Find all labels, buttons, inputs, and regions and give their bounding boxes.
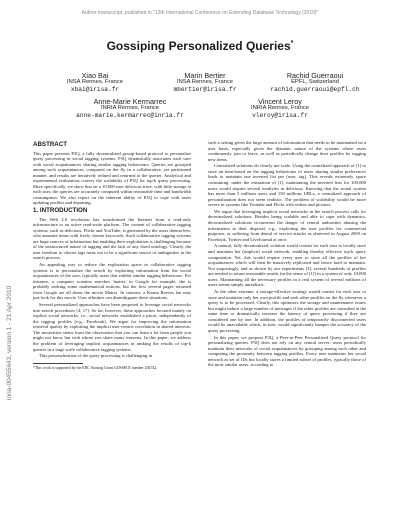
author-block: [40, 72, 150, 93]
abstract-heading: ABSTRACT: [33, 141, 68, 148]
paper-title-text: Gossiping Personalized Queries: [106, 39, 291, 53]
body-paragraph: Centralized solutions do clearly not scale. Using the centralized approach of [1] to store an item-based on the tagging behaviours of users sharing similar preferences leads to maintain one inverted list per (user, tag). This reveals extremely space consuming: under the estimation of [1], maintaining the inverted lists for 100,000 users would require several terabytes in delicious. Knowing that the actual system has more than 5 millions users and 150 millions URLs, a centralized approach of personalization does not seem realistic. The problem of scalability would be more severe in systems like Youtube and Flickr with videos and pictures.: [208, 163, 366, 208]
author-name: Rachid Guerraoui: [286, 71, 344, 80]
left-column: [33, 140, 191, 370]
author-affiliation: INSA Rennes, France: [176, 79, 234, 85]
body-paragraph: We argue that leveraging implicit social networks in the search process calls for decentralized solutions. Besides being scalable and able to cope with dynamics, decentralized solutions circumvent the danger of central authorities abusing the information at their disposal, e.g., exploiting the user profiles for commercial purposes, or suffering from denial of service attacks as observed in August 2009 on Facebook, Twitter and LiveJournal at once.: [208, 208, 366, 242]
author-affiliation: EPFL, Switzerland: [291, 79, 339, 85]
author-name: Vincent Leroy: [258, 97, 302, 106]
footnote: *This work is supported by the ERC Starting Grant GOSSPLE number 204742.: [33, 365, 158, 370]
paper-title: [0, 39, 400, 53]
author-affiliation: INSA Rennes, France: [66, 79, 124, 85]
body-paragraph: This personalization of the query processing is challenging in: [39, 353, 153, 359]
author-email[interactable]: xbai@irisa.fr: [70, 86, 120, 93]
archive-identifier-sidebar: [6, 200, 20, 400]
author-block: [75, 98, 185, 119]
author-email[interactable]: anne-marie.kermarrec@inria.fr: [76, 112, 184, 119]
title-footnote-mark: *: [290, 40, 294, 47]
body-paragraph: The Web 2.0 revolution has transformed the Internet from a read-only infrastructure to an active read-write platform. The content of collaborative tagging systems, such as delicious, Flickr and YouTube, is generated by the users themselves, who annotate items with freely chosen keywords. Such collaborative tagging systems are huge sources of information but enabling their exploitation is challenging because of the unstructured nature of tagging and the lack of any fixed ontology. Clearly, the user freedom to choose tags turns out to be a significant source of ambiguities in the search process.: [33, 216, 191, 261]
archive-identifier: inria-00455643, version 1 - 21 Apr 2010: [6, 285, 13, 400]
introduction-heading: 1. INTRODUCTION: [33, 207, 88, 215]
abstract-text: This paper presents P3Q, a fully decentralized gossip-based protocol to personalize query processing in social tagging systems. P3Q dynamically associates each user with social acquaintances sharing similar tagging behaviours. Queries are gossiped among such acquaintances, computed on the fly in a collaborative, yet partitioned manner, and results are iteratively refined and returned to the querier. Analytical and experimental evaluations convey the scalability of P3Q for top-k query processing. More specifically, we show that on a 10,000-user delicious trace, with little storage at each user, the queries are accurately computed within reasonable time and bandwidth consumption. We also report on the inherent ability of P3Q to cope with users updating profiles and departing.: [33, 150, 191, 206]
author-email[interactable]: mbertier@irisa.fr: [173, 86, 237, 93]
body-paragraph: A natural, fully decentralized, solution would consist for each user to locally store and maintain her (implicit) social network, enabling thereby effective top-k query computation. Yet, this would require every user to store all the profiles of her acquaintances which will then be massively replicated and hence hard to maintain. Not surprisingly, and as shown by our experiments [3], several hundreds of profiles are needed to return reasonable results (in the sense of [1]) in a system of only 10,000 users. Maintaining all the necessary profiles in a real system of several millions of users seems simply unrealistic.: [208, 243, 366, 288]
author-block: [150, 72, 260, 93]
author-affiliation: INRIA Rennes, France: [251, 105, 309, 111]
author-name: Marin Bertier: [184, 71, 226, 80]
author-email[interactable]: rachid.guerraoui@epfl.ch: [270, 86, 360, 93]
author-name: Xiao Bai: [81, 71, 109, 80]
footnote-divider: [33, 363, 83, 364]
publication-note: Author manuscript, published in "13th International Conference on Extending Database Technology (2010)": [81, 10, 319, 16]
body-paragraph: At the other extreme, a storage-effective strategy would consist for each user to store and maintain only her own profile and seek other profiles on the fly whenever a query is to be processed. Clearly, this optimizes the storage and maintenance issues but might induce a large number of messages if the other profiles are consulted at the same time or dramatically increase the latency of query processing if they are considered one by one. In addition, the profiles of temporarily disconnected users would be unavailable which, in turn, would significantly hamper the accuracy of the query processing.: [208, 288, 366, 333]
author-affiliation: INRIA Rennes, France: [101, 105, 159, 111]
body-paragraph: In this paper, we propose P3Q, a Peer-to-Peer Personalized Query protocol for personalizing queries. P3Q does not rely on any central server: users periodically maintain their networks of social acquaintances by gossiping among each other and computing the proximity between tagging profiles. Every user maintains her social network as set of IDs but locally stores a limited subset of profiles, typically those of the most similar users, according to: [208, 334, 366, 368]
author-block: [225, 98, 335, 119]
author-email[interactable]: vleroy@irisa.fr: [252, 112, 308, 119]
author-name: Anne-Marie Kermarrec: [93, 97, 167, 106]
right-column: [208, 140, 366, 369]
body-paragraph: Several personalized approaches have been proposed to leverage social networks into search procedures [4, 17]. So far, however, these approaches focused mainly on explicit social networks, i.e., social networks established a priori, independently of the tagging profiles (e.g., Facebook). We argue for improving the information retrieval quality by exploiting the implicit user-centric correlation in shared interests. The motivation stems from the observation that you can learn a lot from people you might not know but with whom you share many interests. In this paper, we address the problem of leveraging implicit acquaintances in ranking the results of top-k queries in a large scale collaborative tagging systems.: [33, 302, 191, 352]
body-paragraph: such a setting given the large amount of information that needs to be maintained on a user basis, especially given the dynamic nature of the systems where users continuously join or leave, as well as periodically change their profiles by tagging new items.: [208, 140, 366, 162]
author-block: [260, 72, 370, 93]
body-paragraph: An appealing way to reduce the exploration space in collaborative tagging systems is to personalize the search by exploiting information from the social acquaintances of the user, typically users that exhibit similar tagging behaviours. For instance, a computer scientist searches 'matrix' in Google for example, she is probably seeking some mathematical notions, but the first several pages returned from Google are all about the movie Matrix. In contrast, a Keanu Reeves fan may just look for this movie. User affinities can disambiguate these situations.: [33, 262, 191, 301]
